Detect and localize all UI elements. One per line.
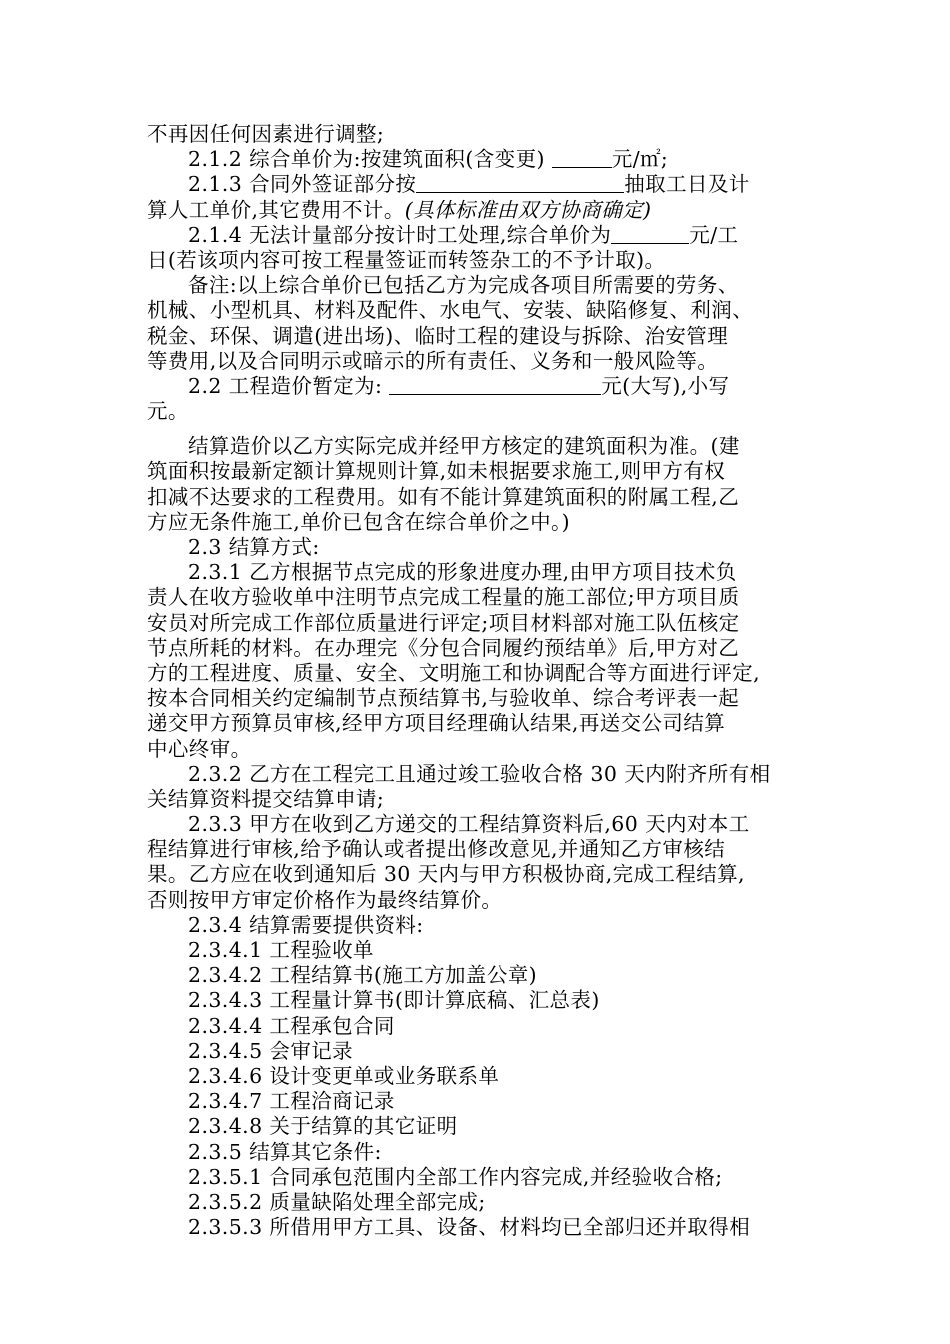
clause-2-3 — [147, 535, 827, 560]
line-text: 2.3.4.4 工程承包合同 — [188, 1013, 395, 1038]
line-text: 责人在收方验收单中注明节点完成工程量的施工部位;甲方项目质 — [147, 585, 740, 610]
unit-text: 元/工 — [689, 222, 739, 247]
line-text: 2.3.4 结算需要提供资料: — [188, 912, 424, 937]
text-line — [147, 510, 827, 535]
list-item — [147, 1089, 827, 1114]
text-line — [147, 711, 827, 736]
text-line — [147, 198, 827, 223]
clause-text: 2.1.3 合同外签证部分按 — [188, 172, 417, 197]
line-text: 递交甲方预算员审核,经甲方项目经理确认结果,再送交公司结算 — [147, 711, 726, 736]
text-line — [147, 485, 827, 510]
clause-text: 2.1.2 综合单价为:按建筑面积(含变更) — [188, 147, 545, 172]
line-text: 2.3.5.2 质量缺陷处理全部完成; — [188, 1189, 486, 1214]
line-text: 关结算资料提交结算申请; — [147, 786, 385, 811]
line-text: 2.3.4.6 设计变更单或业务联系单 — [188, 1063, 500, 1088]
line-text: 2.3 结算方式: — [188, 535, 320, 559]
clause-text: 2.2 工程造价暂定为: — [188, 373, 383, 398]
list-item — [147, 1165, 827, 1190]
text-line — [147, 888, 827, 913]
blank-total-price — [389, 374, 601, 395]
line-text: 果。乙方应在收到通知后 30 天内与甲方积极协商,完成工程结算, — [147, 862, 745, 887]
list-item — [147, 1014, 827, 1039]
line-text: 方的工程进度、质量、安全、文明施工和协调配合等方面进行评定, — [147, 660, 761, 685]
list-item — [147, 988, 827, 1013]
clause-2-1-3 — [147, 172, 827, 197]
line-text: 按本合同相关约定编制节点预结算书,与验收单、综合考评表一起 — [147, 686, 740, 711]
list-item — [147, 938, 827, 963]
list-item — [147, 1190, 827, 1215]
line-text: 安员对所完成工作部位质量进行评定;项目材料部对施工队伍核定 — [147, 610, 740, 635]
unit-text: 元/㎡; — [611, 147, 669, 172]
line-text: 方应无条件施工,单价已包含在综合单价之中。) — [147, 509, 571, 534]
text-line — [147, 661, 827, 686]
line-text: 筑面积按最新定额计算规则计算,如未根据要求施工,则甲方有权 — [147, 459, 726, 484]
line-text: 2.3.5.1 合同承包范围内全部工作内容完成,并经验收合格; — [188, 1164, 723, 1189]
line-text: 结算造价以乙方实际完成并经甲方核定的建筑面积为准。(建 — [188, 434, 740, 459]
clause-text: 2.1.4 无法计量部分按计时工处理,综合单价为 — [188, 222, 612, 247]
text-line — [147, 122, 827, 147]
blank-hourly-price — [611, 223, 689, 244]
list-item — [147, 1215, 827, 1240]
text-line — [147, 324, 827, 349]
line-text: 等费用,以及合同明示或暗示的所有责任、义务和一般风险等。 — [147, 348, 719, 373]
line-text: 备注:以上综合单价已包括乙方为完成各项目所需要的劳务、 — [188, 273, 739, 298]
text-line — [147, 837, 827, 862]
clause-2-3-3 — [147, 812, 827, 837]
blank-unit-price — [552, 147, 612, 168]
line-text: 日(若该项内容可按工程量签证而转签杂工的不予计取)。 — [147, 247, 666, 272]
line-text: 税金、环保、调遣(进出场)、临时工程的建设与拆除、治安管理 — [147, 323, 729, 348]
text-line — [147, 248, 827, 273]
contract-body-text — [147, 122, 827, 1240]
list-item — [147, 1039, 827, 1064]
line-text: 2.3.1 乙方根据节点完成的形象进度办理,由甲方项目技术负 — [188, 560, 737, 585]
settlement-paragraph — [147, 434, 827, 459]
line-text: 2.3.4.8 关于结算的其它证明 — [188, 1114, 458, 1139]
list-item — [147, 1064, 827, 1089]
line-text: 2.3.4.7 工程洽商记录 — [188, 1089, 395, 1114]
clause-text-continued: 元(大写),小写 — [601, 373, 730, 398]
line-text: 2.3.5 结算其它条件: — [188, 1139, 382, 1164]
list-item — [147, 1114, 827, 1139]
text-line — [147, 399, 827, 424]
text-line — [147, 737, 827, 762]
line-text: 否则按甲方审定价格作为最终结算价。 — [147, 887, 503, 912]
clause-2-3-4 — [147, 913, 827, 938]
line-text: 2.3.3 甲方在收到乙方递交的工程结算资料后,60 天内对本工 — [188, 812, 750, 837]
line-text: 机械、小型机具、材料及配件、水电气、安装、缺陷修复、利润、 — [147, 298, 754, 323]
line-text: 程结算进行审核,给予确认或者提出修改意见,并通知乙方审核结 — [147, 837, 726, 862]
text-line — [147, 459, 827, 484]
clause-2-2 — [147, 374, 827, 399]
text-line — [147, 298, 827, 323]
remark-paragraph — [147, 273, 827, 298]
line-text: 不再因任何因素进行调整; — [147, 122, 385, 146]
text-line — [147, 862, 827, 887]
clause-2-3-1 — [147, 560, 827, 585]
clause-2-1-4 — [147, 223, 827, 248]
line-text: 2.3.5.3 所借用甲方工具、设备、材料均已全部归还并取得相 — [188, 1215, 751, 1240]
clause-2-3-2 — [147, 762, 827, 787]
line-text: 算人工单价,其它费用不计。 — [147, 197, 405, 222]
text-line — [147, 686, 827, 711]
line-text: 2.3.2 乙方在工程完工且通过竣工验收合格 30 天内附齐所有相 — [188, 761, 771, 786]
line-text: 节点所耗的材料。在办理完《分包合同履约预结单》后,甲方对乙 — [147, 635, 740, 660]
line-text: 2.3.4.1 工程验收单 — [188, 938, 374, 962]
line-text: 2.3.4.3 工程量计算书(即计算底稿、汇总表) — [188, 988, 600, 1013]
line-text: 2.3.4.2 工程结算书(施工方加盖公章) — [188, 963, 538, 988]
text-line — [147, 636, 827, 661]
text-line — [147, 349, 827, 374]
clause-text-continued: 抽取工日及计 — [624, 172, 750, 197]
blank-visa-method — [416, 172, 624, 193]
line-text: 2.3.4.5 会审记录 — [188, 1038, 354, 1063]
list-item — [147, 963, 827, 988]
italic-note: (具体标准由双方协商确定) — [404, 197, 652, 222]
line-text: 元。 — [147, 399, 189, 424]
line-text: 中心终审。 — [147, 736, 252, 761]
clause-2-1-2 — [147, 147, 827, 172]
text-line — [147, 611, 827, 636]
text-line — [147, 787, 827, 812]
text-line — [147, 585, 827, 610]
line-text: 扣减不达要求的工程费用。如有不能计算建筑面积的附属工程,乙 — [147, 484, 740, 509]
clause-2-3-5 — [147, 1140, 827, 1165]
